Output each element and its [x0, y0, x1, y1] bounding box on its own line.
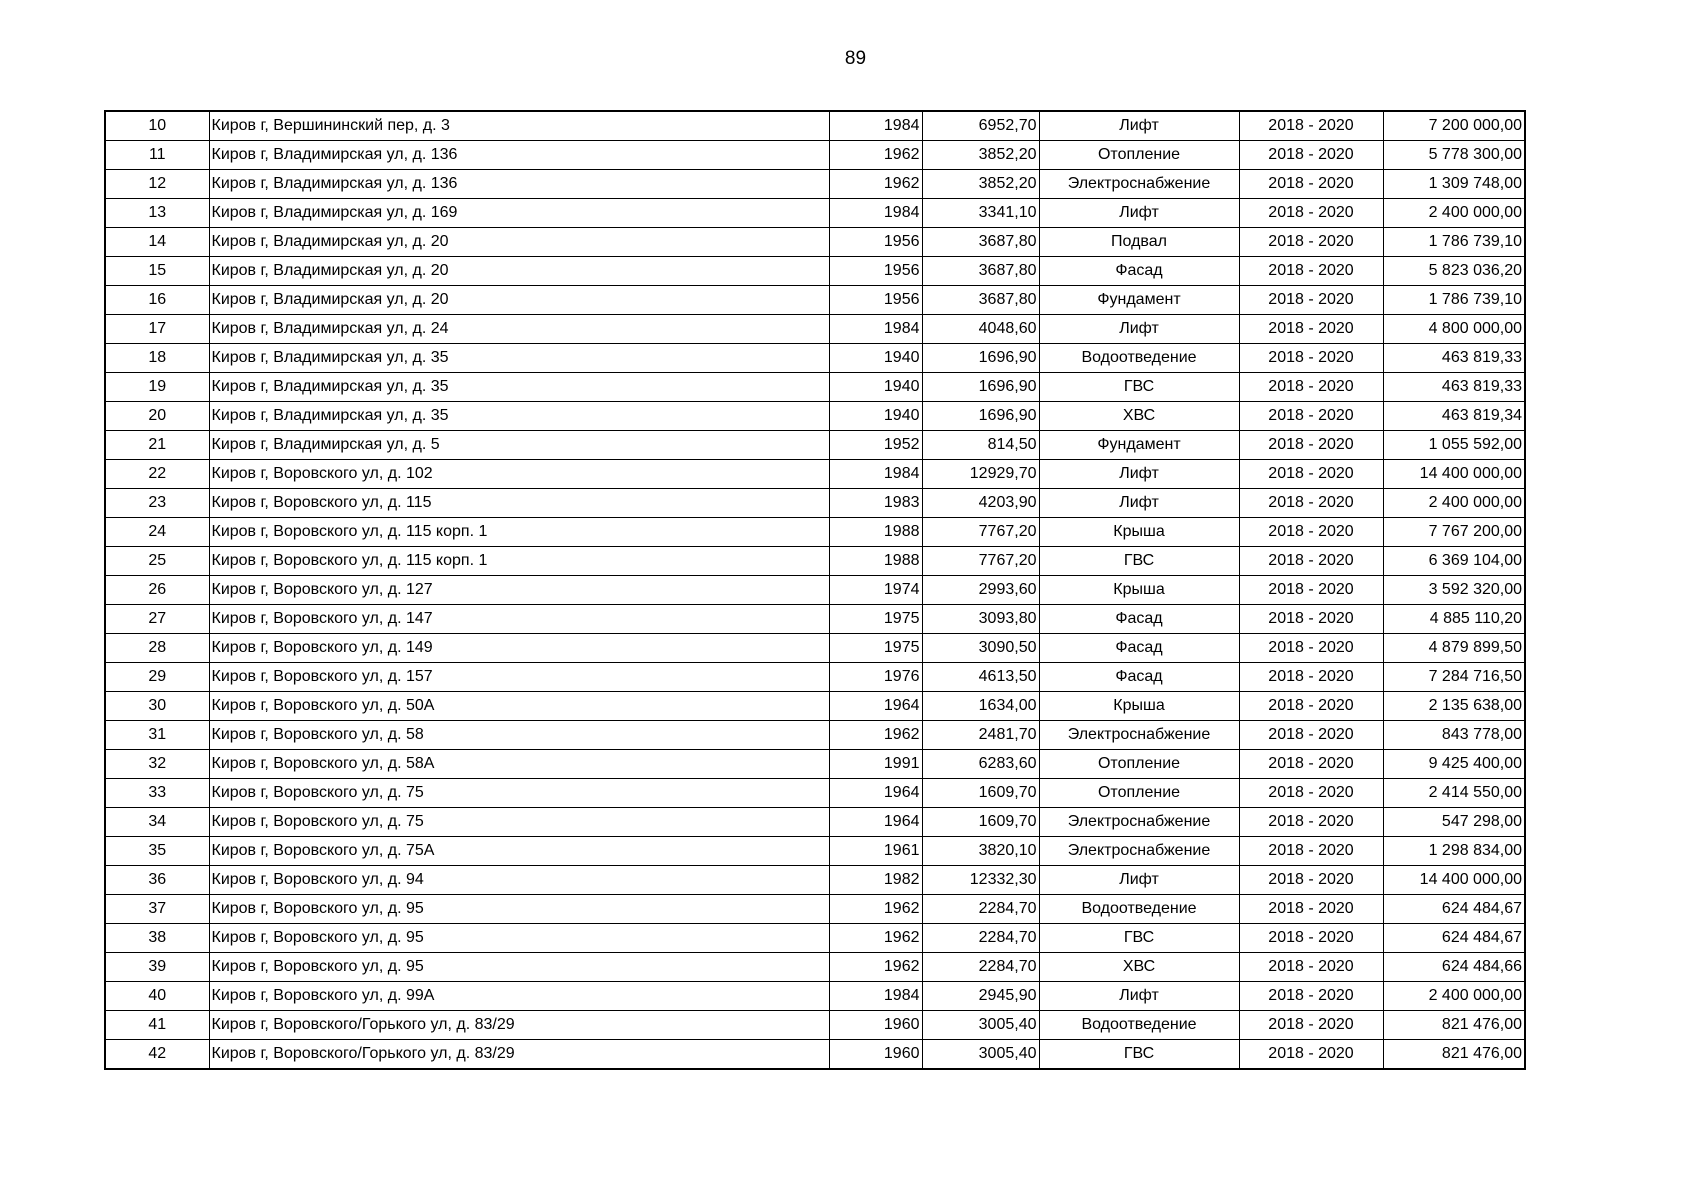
cost-cell: 821 476,00 — [1383, 1040, 1525, 1070]
cost-cell: 1 786 739,10 — [1383, 228, 1525, 257]
area-cell: 3090,50 — [922, 634, 1039, 663]
area-cell: 3687,80 — [922, 228, 1039, 257]
area-cell: 1696,90 — [922, 373, 1039, 402]
period-cell: 2018 - 2020 — [1239, 953, 1383, 982]
cost-cell: 2 135 638,00 — [1383, 692, 1525, 721]
build-year-cell: 1983 — [829, 489, 922, 518]
row-number-cell: 10 — [105, 111, 209, 141]
table-row — [105, 605, 1525, 634]
period-cell: 2018 - 2020 — [1239, 257, 1383, 286]
row-number-cell: 36 — [105, 866, 209, 895]
table-row — [105, 982, 1525, 1011]
table-row — [105, 199, 1525, 228]
table-row — [105, 721, 1525, 750]
period-cell: 2018 - 2020 — [1239, 1040, 1383, 1070]
table-row — [105, 866, 1525, 895]
build-year-cell: 1964 — [829, 779, 922, 808]
work-type-cell: Фасад — [1039, 605, 1239, 634]
period-cell: 2018 - 2020 — [1239, 431, 1383, 460]
address-cell: Киров г, Владимирская ул, д. 35 — [209, 402, 829, 431]
build-year-cell: 1962 — [829, 924, 922, 953]
row-number-cell: 29 — [105, 663, 209, 692]
address-cell: Киров г, Воровского ул, д. 50А — [209, 692, 829, 721]
area-cell: 12929,70 — [922, 460, 1039, 489]
address-cell: Киров г, Воровского ул, д. 95 — [209, 924, 829, 953]
period-cell: 2018 - 2020 — [1239, 605, 1383, 634]
address-cell: Киров г, Владимирская ул, д. 24 — [209, 315, 829, 344]
address-cell: Киров г, Владимирская ул, д. 20 — [209, 228, 829, 257]
cost-cell: 9 425 400,00 — [1383, 750, 1525, 779]
period-cell: 2018 - 2020 — [1239, 924, 1383, 953]
work-type-cell: ГВС — [1039, 924, 1239, 953]
work-type-cell: Электроснабжение — [1039, 170, 1239, 199]
area-cell: 7767,20 — [922, 518, 1039, 547]
table-row — [105, 431, 1525, 460]
table-row — [105, 286, 1525, 315]
cost-cell: 821 476,00 — [1383, 1011, 1525, 1040]
build-year-cell: 1982 — [829, 866, 922, 895]
register-table — [104, 110, 1526, 1070]
row-number-cell: 20 — [105, 402, 209, 431]
table-row — [105, 141, 1525, 170]
period-cell: 2018 - 2020 — [1239, 692, 1383, 721]
row-number-cell: 28 — [105, 634, 209, 663]
row-number-cell: 12 — [105, 170, 209, 199]
address-cell: Киров г, Воровского ул, д. 147 — [209, 605, 829, 634]
cost-cell: 624 484,67 — [1383, 924, 1525, 953]
work-type-cell: Фасад — [1039, 663, 1239, 692]
cost-cell: 5 778 300,00 — [1383, 141, 1525, 170]
row-number-cell: 18 — [105, 344, 209, 373]
work-type-cell: Крыша — [1039, 692, 1239, 721]
work-type-cell: Отопление — [1039, 141, 1239, 170]
page-number: 89 — [844, 48, 867, 69]
address-cell: Киров г, Владимирская ул, д. 136 — [209, 170, 829, 199]
address-cell: Киров г, Воровского ул, д. 58А — [209, 750, 829, 779]
work-type-cell: Водоотведение — [1039, 344, 1239, 373]
period-cell: 2018 - 2020 — [1239, 866, 1383, 895]
work-type-cell: Водоотведение — [1039, 895, 1239, 924]
row-number-cell: 33 — [105, 779, 209, 808]
cost-cell: 843 778,00 — [1383, 721, 1525, 750]
build-year-cell: 1962 — [829, 721, 922, 750]
row-number-cell: 26 — [105, 576, 209, 605]
table-row — [105, 257, 1525, 286]
row-number-cell: 37 — [105, 895, 209, 924]
row-number-cell: 14 — [105, 228, 209, 257]
address-cell: Киров г, Воровского/Горького ул, д. 83/29 — [209, 1011, 829, 1040]
address-cell: Киров г, Воровского ул, д. 94 — [209, 866, 829, 895]
period-cell: 2018 - 2020 — [1239, 1011, 1383, 1040]
area-cell: 3687,80 — [922, 286, 1039, 315]
row-number-cell: 42 — [105, 1040, 209, 1070]
table-row — [105, 576, 1525, 605]
work-type-cell: Лифт — [1039, 199, 1239, 228]
address-cell: Киров г, Владимирская ул, д. 35 — [209, 344, 829, 373]
work-type-cell: Фундамент — [1039, 431, 1239, 460]
cost-cell: 4 879 899,50 — [1383, 634, 1525, 663]
cost-cell: 463 819,33 — [1383, 373, 1525, 402]
cost-cell: 624 484,66 — [1383, 953, 1525, 982]
period-cell: 2018 - 2020 — [1239, 837, 1383, 866]
work-type-cell: Крыша — [1039, 576, 1239, 605]
address-cell: Киров г, Воровского ул, д. 75А — [209, 837, 829, 866]
table-body — [105, 111, 1525, 1069]
address-cell: Киров г, Воровского ул, д. 115 корп. 1 — [209, 547, 829, 576]
work-type-cell: Электроснабжение — [1039, 808, 1239, 837]
work-type-cell: Лифт — [1039, 866, 1239, 895]
table-row — [105, 1011, 1525, 1040]
period-cell: 2018 - 2020 — [1239, 547, 1383, 576]
address-cell: Киров г, Воровского ул, д. 95 — [209, 895, 829, 924]
table-row — [105, 634, 1525, 663]
address-cell: Киров г, Воровского ул, д. 95 — [209, 953, 829, 982]
table-row — [105, 663, 1525, 692]
build-year-cell: 1984 — [829, 111, 922, 141]
work-type-cell: Отопление — [1039, 750, 1239, 779]
address-cell: Киров г, Владимирская ул, д. 20 — [209, 257, 829, 286]
table-row — [105, 837, 1525, 866]
row-number-cell: 17 — [105, 315, 209, 344]
area-cell: 2284,70 — [922, 924, 1039, 953]
cost-cell: 624 484,67 — [1383, 895, 1525, 924]
build-year-cell: 1984 — [829, 199, 922, 228]
row-number-cell: 35 — [105, 837, 209, 866]
build-year-cell: 1962 — [829, 141, 922, 170]
period-cell: 2018 - 2020 — [1239, 315, 1383, 344]
address-cell: Киров г, Воровского ул, д. 157 — [209, 663, 829, 692]
cost-cell: 1 055 592,00 — [1383, 431, 1525, 460]
area-cell: 2284,70 — [922, 953, 1039, 982]
work-type-cell: Лифт — [1039, 315, 1239, 344]
period-cell: 2018 - 2020 — [1239, 460, 1383, 489]
cost-cell: 4 800 000,00 — [1383, 315, 1525, 344]
row-number-cell: 38 — [105, 924, 209, 953]
period-cell: 2018 - 2020 — [1239, 489, 1383, 518]
work-type-cell: Фундамент — [1039, 286, 1239, 315]
area-cell: 1609,70 — [922, 808, 1039, 837]
row-number-cell: 23 — [105, 489, 209, 518]
work-type-cell: Фасад — [1039, 257, 1239, 286]
table-row — [105, 808, 1525, 837]
area-cell: 2481,70 — [922, 721, 1039, 750]
cost-cell: 1 309 748,00 — [1383, 170, 1525, 199]
area-cell: 1634,00 — [922, 692, 1039, 721]
cost-cell: 547 298,00 — [1383, 808, 1525, 837]
table-row — [105, 315, 1525, 344]
area-cell: 1696,90 — [922, 344, 1039, 373]
build-year-cell: 1984 — [829, 315, 922, 344]
address-cell: Киров г, Воровского ул, д. 102 — [209, 460, 829, 489]
address-cell: Киров г, Воровского ул, д. 58 — [209, 721, 829, 750]
area-cell: 4048,60 — [922, 315, 1039, 344]
address-cell: Киров г, Владимирская ул, д. 169 — [209, 199, 829, 228]
build-year-cell: 1976 — [829, 663, 922, 692]
build-year-cell: 1975 — [829, 634, 922, 663]
cost-cell: 5 823 036,20 — [1383, 257, 1525, 286]
area-cell: 6952,70 — [922, 111, 1039, 141]
table-row — [105, 228, 1525, 257]
table-row — [105, 111, 1525, 141]
work-type-cell: ХВС — [1039, 402, 1239, 431]
area-cell: 2993,60 — [922, 576, 1039, 605]
period-cell: 2018 - 2020 — [1239, 663, 1383, 692]
build-year-cell: 1956 — [829, 286, 922, 315]
work-type-cell: Лифт — [1039, 460, 1239, 489]
area-cell: 3852,20 — [922, 141, 1039, 170]
cost-cell: 1 786 739,10 — [1383, 286, 1525, 315]
work-type-cell: Лифт — [1039, 111, 1239, 141]
cost-cell: 2 400 000,00 — [1383, 199, 1525, 228]
period-cell: 2018 - 2020 — [1239, 982, 1383, 1011]
row-number-cell: 15 — [105, 257, 209, 286]
table-row — [105, 489, 1525, 518]
address-cell: Киров г, Воровского/Горького ул, д. 83/29 — [209, 1040, 829, 1070]
period-cell: 2018 - 2020 — [1239, 286, 1383, 315]
period-cell: 2018 - 2020 — [1239, 808, 1383, 837]
table-row — [105, 692, 1525, 721]
period-cell: 2018 - 2020 — [1239, 373, 1383, 402]
build-year-cell: 1940 — [829, 344, 922, 373]
address-cell: Киров г, Владимирская ул, д. 35 — [209, 373, 829, 402]
area-cell: 3820,10 — [922, 837, 1039, 866]
area-cell: 1696,90 — [922, 402, 1039, 431]
period-cell: 2018 - 2020 — [1239, 779, 1383, 808]
period-cell: 2018 - 2020 — [1239, 199, 1383, 228]
build-year-cell: 1940 — [829, 402, 922, 431]
build-year-cell: 1964 — [829, 692, 922, 721]
period-cell: 2018 - 2020 — [1239, 895, 1383, 924]
address-cell: Киров г, Воровского ул, д. 99А — [209, 982, 829, 1011]
area-cell: 3005,40 — [922, 1040, 1039, 1070]
cost-cell: 7 200 000,00 — [1383, 111, 1525, 141]
period-cell: 2018 - 2020 — [1239, 228, 1383, 257]
cost-cell: 14 400 000,00 — [1383, 866, 1525, 895]
row-number-cell: 32 — [105, 750, 209, 779]
address-cell: Киров г, Воровского ул, д. 149 — [209, 634, 829, 663]
row-number-cell: 22 — [105, 460, 209, 489]
cost-cell: 463 819,34 — [1383, 402, 1525, 431]
period-cell: 2018 - 2020 — [1239, 170, 1383, 199]
period-cell: 2018 - 2020 — [1239, 111, 1383, 141]
table-row — [105, 1040, 1525, 1070]
build-year-cell: 1988 — [829, 518, 922, 547]
work-type-cell: Фасад — [1039, 634, 1239, 663]
row-number-cell: 39 — [105, 953, 209, 982]
address-cell: Киров г, Воровского ул, д. 75 — [209, 808, 829, 837]
build-year-cell: 1956 — [829, 257, 922, 286]
cost-cell: 2 414 550,00 — [1383, 779, 1525, 808]
cost-cell: 3 592 320,00 — [1383, 576, 1525, 605]
table-row — [105, 895, 1525, 924]
work-type-cell: Электроснабжение — [1039, 837, 1239, 866]
table-row — [105, 518, 1525, 547]
address-cell: Киров г, Вершининский пер, д. 3 — [209, 111, 829, 141]
address-cell: Киров г, Владимирская ул, д. 20 — [209, 286, 829, 315]
period-cell: 2018 - 2020 — [1239, 402, 1383, 431]
area-cell: 2284,70 — [922, 895, 1039, 924]
table-row — [105, 924, 1525, 953]
area-cell: 3341,10 — [922, 199, 1039, 228]
work-type-cell: ГВС — [1039, 547, 1239, 576]
build-year-cell: 1975 — [829, 605, 922, 634]
row-number-cell: 31 — [105, 721, 209, 750]
table-row — [105, 344, 1525, 373]
work-type-cell: Лифт — [1039, 982, 1239, 1011]
work-type-cell: Подвал — [1039, 228, 1239, 257]
build-year-cell: 1961 — [829, 837, 922, 866]
table-row — [105, 547, 1525, 576]
area-cell: 4613,50 — [922, 663, 1039, 692]
row-number-cell: 30 — [105, 692, 209, 721]
table-row — [105, 779, 1525, 808]
area-cell: 12332,30 — [922, 866, 1039, 895]
area-cell: 6283,60 — [922, 750, 1039, 779]
cost-cell: 7 284 716,50 — [1383, 663, 1525, 692]
build-year-cell: 1952 — [829, 431, 922, 460]
work-type-cell: Водоотведение — [1039, 1011, 1239, 1040]
work-type-cell: ХВС — [1039, 953, 1239, 982]
table-row — [105, 170, 1525, 199]
table-row — [105, 460, 1525, 489]
cost-cell: 14 400 000,00 — [1383, 460, 1525, 489]
build-year-cell: 1960 — [829, 1011, 922, 1040]
row-number-cell: 13 — [105, 199, 209, 228]
address-cell: Киров г, Владимирская ул, д. 136 — [209, 141, 829, 170]
cost-cell: 2 400 000,00 — [1383, 489, 1525, 518]
area-cell: 3852,20 — [922, 170, 1039, 199]
build-year-cell: 1991 — [829, 750, 922, 779]
cost-cell: 463 819,33 — [1383, 344, 1525, 373]
work-type-cell: Крыша — [1039, 518, 1239, 547]
build-year-cell: 1974 — [829, 576, 922, 605]
row-number-cell: 25 — [105, 547, 209, 576]
address-cell: Киров г, Воровского ул, д. 115 корп. 1 — [209, 518, 829, 547]
period-cell: 2018 - 2020 — [1239, 518, 1383, 547]
build-year-cell: 1984 — [829, 982, 922, 1011]
row-number-cell: 34 — [105, 808, 209, 837]
cost-cell: 1 298 834,00 — [1383, 837, 1525, 866]
period-cell: 2018 - 2020 — [1239, 721, 1383, 750]
row-number-cell: 11 — [105, 141, 209, 170]
build-year-cell: 1940 — [829, 373, 922, 402]
period-cell: 2018 - 2020 — [1239, 634, 1383, 663]
period-cell: 2018 - 2020 — [1239, 576, 1383, 605]
area-cell: 4203,90 — [922, 489, 1039, 518]
build-year-cell: 1962 — [829, 953, 922, 982]
table-row — [105, 402, 1525, 431]
work-type-cell: Электроснабжение — [1039, 721, 1239, 750]
area-cell: 814,50 — [922, 431, 1039, 460]
address-cell: Киров г, Воровского ул, д. 75 — [209, 779, 829, 808]
build-year-cell: 1988 — [829, 547, 922, 576]
build-year-cell: 1960 — [829, 1040, 922, 1070]
row-number-cell: 40 — [105, 982, 209, 1011]
cost-cell: 4 885 110,20 — [1383, 605, 1525, 634]
area-cell: 2945,90 — [922, 982, 1039, 1011]
work-type-cell: ГВС — [1039, 373, 1239, 402]
address-cell: Киров г, Владимирская ул, д. 5 — [209, 431, 829, 460]
row-number-cell: 27 — [105, 605, 209, 634]
cost-cell: 6 369 104,00 — [1383, 547, 1525, 576]
build-year-cell: 1962 — [829, 895, 922, 924]
period-cell: 2018 - 2020 — [1239, 141, 1383, 170]
table-row — [105, 750, 1525, 779]
address-cell: Киров г, Воровского ул, д. 115 — [209, 489, 829, 518]
row-number-cell: 19 — [105, 373, 209, 402]
address-cell: Киров г, Воровского ул, д. 127 — [209, 576, 829, 605]
work-type-cell: ГВС — [1039, 1040, 1239, 1070]
area-cell: 1609,70 — [922, 779, 1039, 808]
row-number-cell: 16 — [105, 286, 209, 315]
build-year-cell: 1956 — [829, 228, 922, 257]
build-year-cell: 1964 — [829, 808, 922, 837]
row-number-cell: 41 — [105, 1011, 209, 1040]
area-cell: 3005,40 — [922, 1011, 1039, 1040]
work-type-cell: Отопление — [1039, 779, 1239, 808]
area-cell: 3093,80 — [922, 605, 1039, 634]
row-number-cell: 24 — [105, 518, 209, 547]
period-cell: 2018 - 2020 — [1239, 344, 1383, 373]
period-cell: 2018 - 2020 — [1239, 750, 1383, 779]
area-cell: 7767,20 — [922, 547, 1039, 576]
cost-cell: 2 400 000,00 — [1383, 982, 1525, 1011]
table-row — [105, 953, 1525, 982]
cost-cell: 7 767 200,00 — [1383, 518, 1525, 547]
area-cell: 3687,80 — [922, 257, 1039, 286]
build-year-cell: 1984 — [829, 460, 922, 489]
work-type-cell: Лифт — [1039, 489, 1239, 518]
row-number-cell: 21 — [105, 431, 209, 460]
build-year-cell: 1962 — [829, 170, 922, 199]
table-row — [105, 373, 1525, 402]
